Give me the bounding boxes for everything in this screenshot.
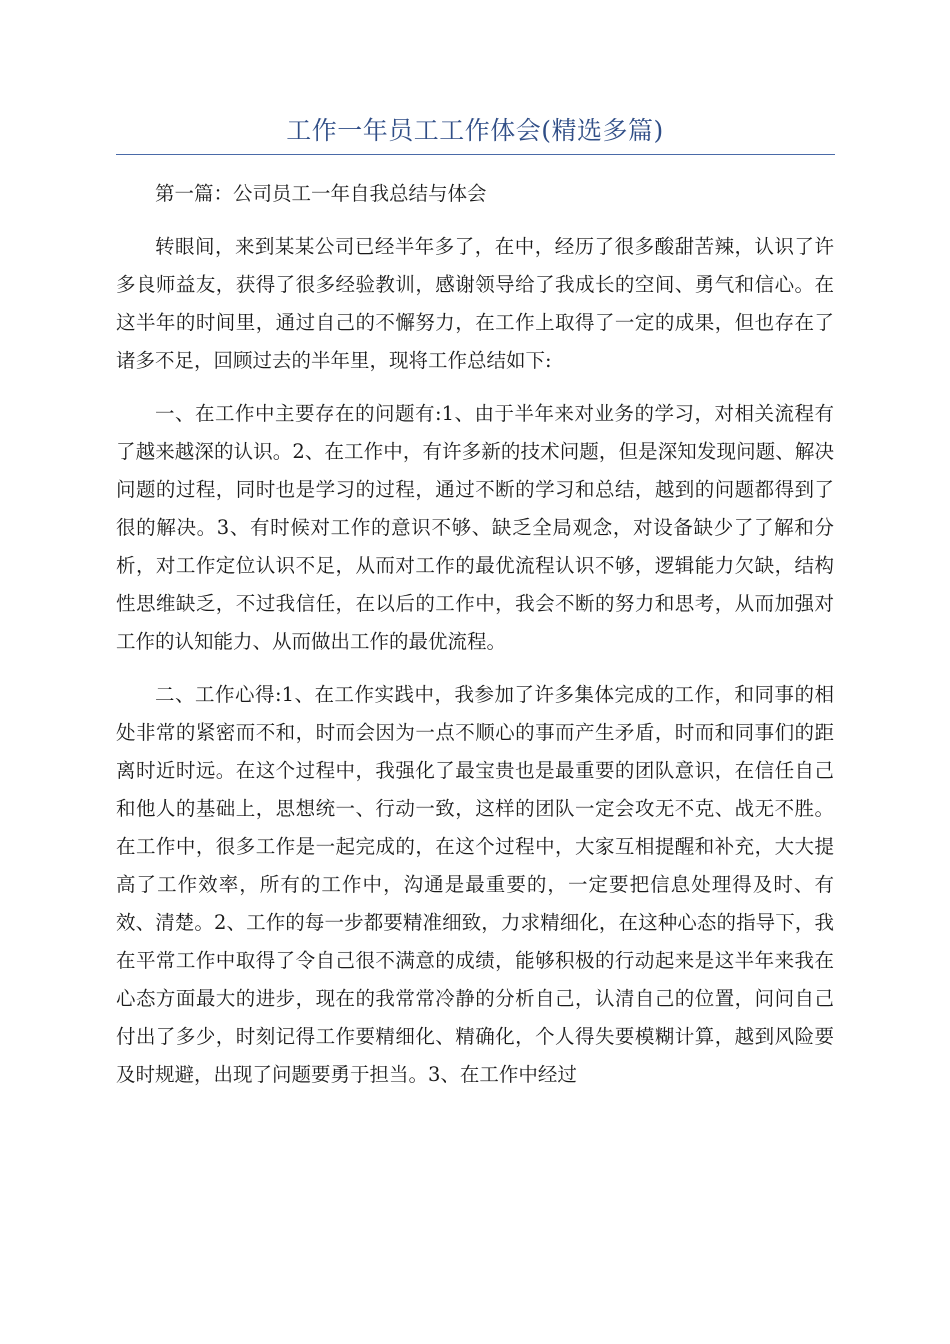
paragraph-experience: 二、工作心得:1、在工作实践中，我参加了许多集体完成的工作，和同事的相处非常的紧密而不和，时而会因为一点不顺心的事而产生矛盾，时而和同事们的距离时近时远。在这个过程中，我强化了最宝贵也是最重要的团队意识，在信任自己和他人的基础上，思想统一、行动一致，这样的团队一定会攻无不克、战无不胜。在工作中，很多工作是一起完成的，在这个过程中，大家互相提醒和补充，大大提高了工作效率，所有的工作中，沟通是最重要的，一定要把信息处理得及时、有效、清楚。2、工作的每一步都要精准细致，力求精细化，在这种心态的指导下，我在平常工作中取得了令自己很不满意的成绩，能够积极的行动起来是这半年来我在心态方面最大的进步，现在的我常常冷静的分析自己，认清自己的位置，问问自己付出了多少，时刻记得工作要精细化、精确化，个人得失要模糊计算，越到风险要及时规避，出现了问题要勇于担当。3、在工作中经过	[116, 683, 834, 1086]
section-heading: 第一篇：公司员工一年自我总结与体会	[155, 182, 487, 205]
title-underline	[116, 154, 835, 155]
paragraph-problems: 一、在工作中主要存在的问题有:1、由于半年来对业务的学习，对相关流程有了越来越深的认识。2、在工作中，有许多新的技术问题，但是深知发现问题、解决问题的过程，同时也是学习的过程，通过不断的学习和总结，越到的问题都得到了很的解决。3、有时候对工作的意识不够、缺乏全局观念，对设备缺少了了解和分析，对工作定位认识不足，从而对工作的最优流程认识不够，逻辑能力欠缺，结构性思维缺乏，不过我信任，在以后的工作中，我会不断的努力和思考，从而加强对工作的认知能力、从而做出工作的最优流程。	[116, 402, 834, 653]
document-body	[116, 175, 834, 1109]
paragraph-intro: 转眼间，来到某某公司已经半年多了，在中，经历了很多酸甜苦辣，认识了许多良师益友，获得了很多经验教训，感谢领导给了我成长的空间、勇气和信心。在这半年的时间里，通过自己的不懈努力，在工作上取得了一定的成果，但也存在了诸多不足，回顾过去的半年里，现将工作总结如下:	[116, 235, 834, 372]
document-title: 工作一年员工工作体会(精选多篇)	[286, 116, 664, 145]
